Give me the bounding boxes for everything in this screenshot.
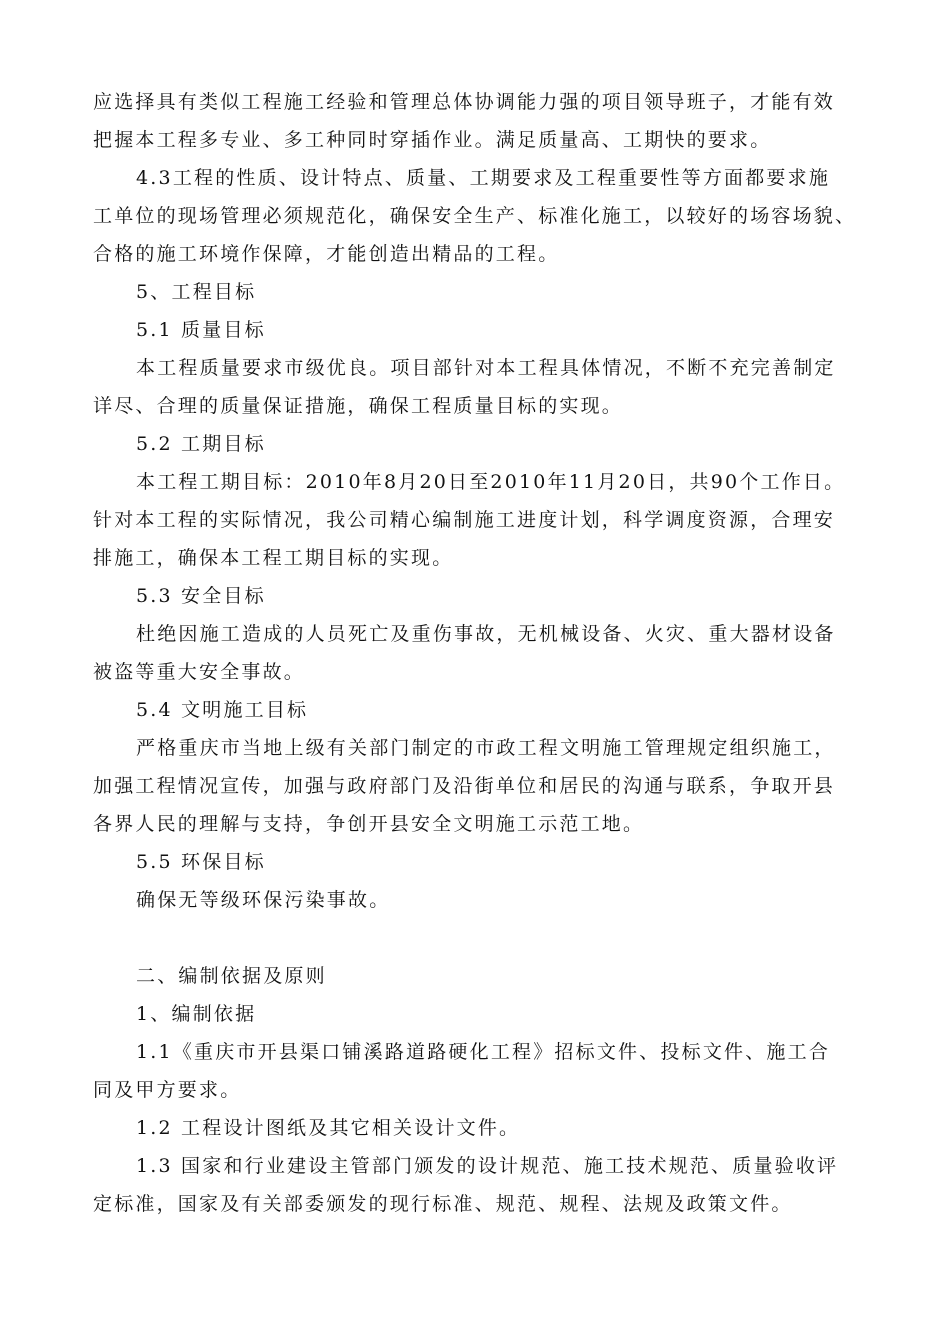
- paragraph-line: 详尽、合理的质量保证措施，确保工程质量目标的实现。: [93, 395, 624, 417]
- subsection-heading: 5.4 文明施工目标: [136, 699, 309, 721]
- paragraph-line: 1.1《重庆市开县渠口铺溪路道路硬化工程》招标文件、投标文件、施工合: [136, 1041, 831, 1063]
- subsection-heading: 5.2 工期目标: [136, 433, 266, 455]
- paragraph-line: 严格重庆市当地上级有关部门制定的市政工程文明施工管理规定组织施工，: [136, 737, 836, 759]
- paragraph-line: 本工程质量要求市级优良。项目部针对本工程具体情况，不断不充完善制定: [136, 357, 836, 379]
- paragraph-line: 工单位的现场管理必须规范化，确保安全生产、标准化施工，以较好的场容场貌、: [93, 205, 857, 227]
- paragraph-line: 应选择具有类似工程施工经验和管理总体协调能力强的项目领导班子，才能有效: [93, 91, 836, 113]
- subsection-heading: 5.1 质量目标: [136, 319, 266, 341]
- paragraph-line: 同及甲方要求。: [93, 1079, 242, 1101]
- paragraph-line: 合格的施工环境作保障，才能创造出精品的工程。: [93, 243, 560, 265]
- paragraph-line: 被盗等重大安全事故。: [93, 661, 306, 683]
- paragraph-line: 4.3工程的性质、设计特点、质量、工期要求及工程重要性等方面都要求施: [136, 167, 831, 189]
- paragraph-line: 杜绝因施工造成的人员死亡及重伤事故，无机械设备、火灾、重大器材设备: [136, 623, 836, 645]
- paragraph-line: 各界人民的理解与支持，争创开县安全文明施工示范工地。: [93, 813, 645, 835]
- subsection-heading: 5.5 环保目标: [136, 851, 266, 873]
- paragraph-line: 加强工程情况宣传，加强与政府部门及沿街单位和居民的沟通与联系，争取开县: [93, 775, 836, 797]
- paragraph-line: 把握本工程多专业、多工种同时穿插作业。满足质量高、工期快的要求。: [93, 129, 772, 151]
- section-heading: 5、工程目标: [136, 281, 257, 303]
- section-heading: 1、编制依据: [136, 1003, 257, 1025]
- chapter-heading: 二、编制依据及原则: [136, 965, 327, 987]
- paragraph-line: 排施工，确保本工程工期目标的实现。: [93, 547, 454, 569]
- paragraph-line: 针对本工程的实际情况，我公司精心编制施工进度计划，科学调度资源，合理安: [93, 509, 836, 531]
- paragraph-line: 确保无等级环保污染事故。: [136, 889, 391, 911]
- paragraph-line: 1.2 工程设计图纸及其它相关设计文件。: [136, 1117, 521, 1139]
- paragraph-line: 1.3 国家和行业建设主管部门颁发的设计规范、施工技术规范、质量验收评: [136, 1155, 839, 1177]
- paragraph-line: 定标准，国家及有关部委颁发的现行标准、规范、规程、法规及政策文件。: [93, 1193, 793, 1215]
- subsection-heading: 5.3 安全目标: [136, 585, 266, 607]
- paragraph-line: 本工程工期目标：2010年8月20日至2010年11月20日，共90个工作日。: [136, 471, 846, 493]
